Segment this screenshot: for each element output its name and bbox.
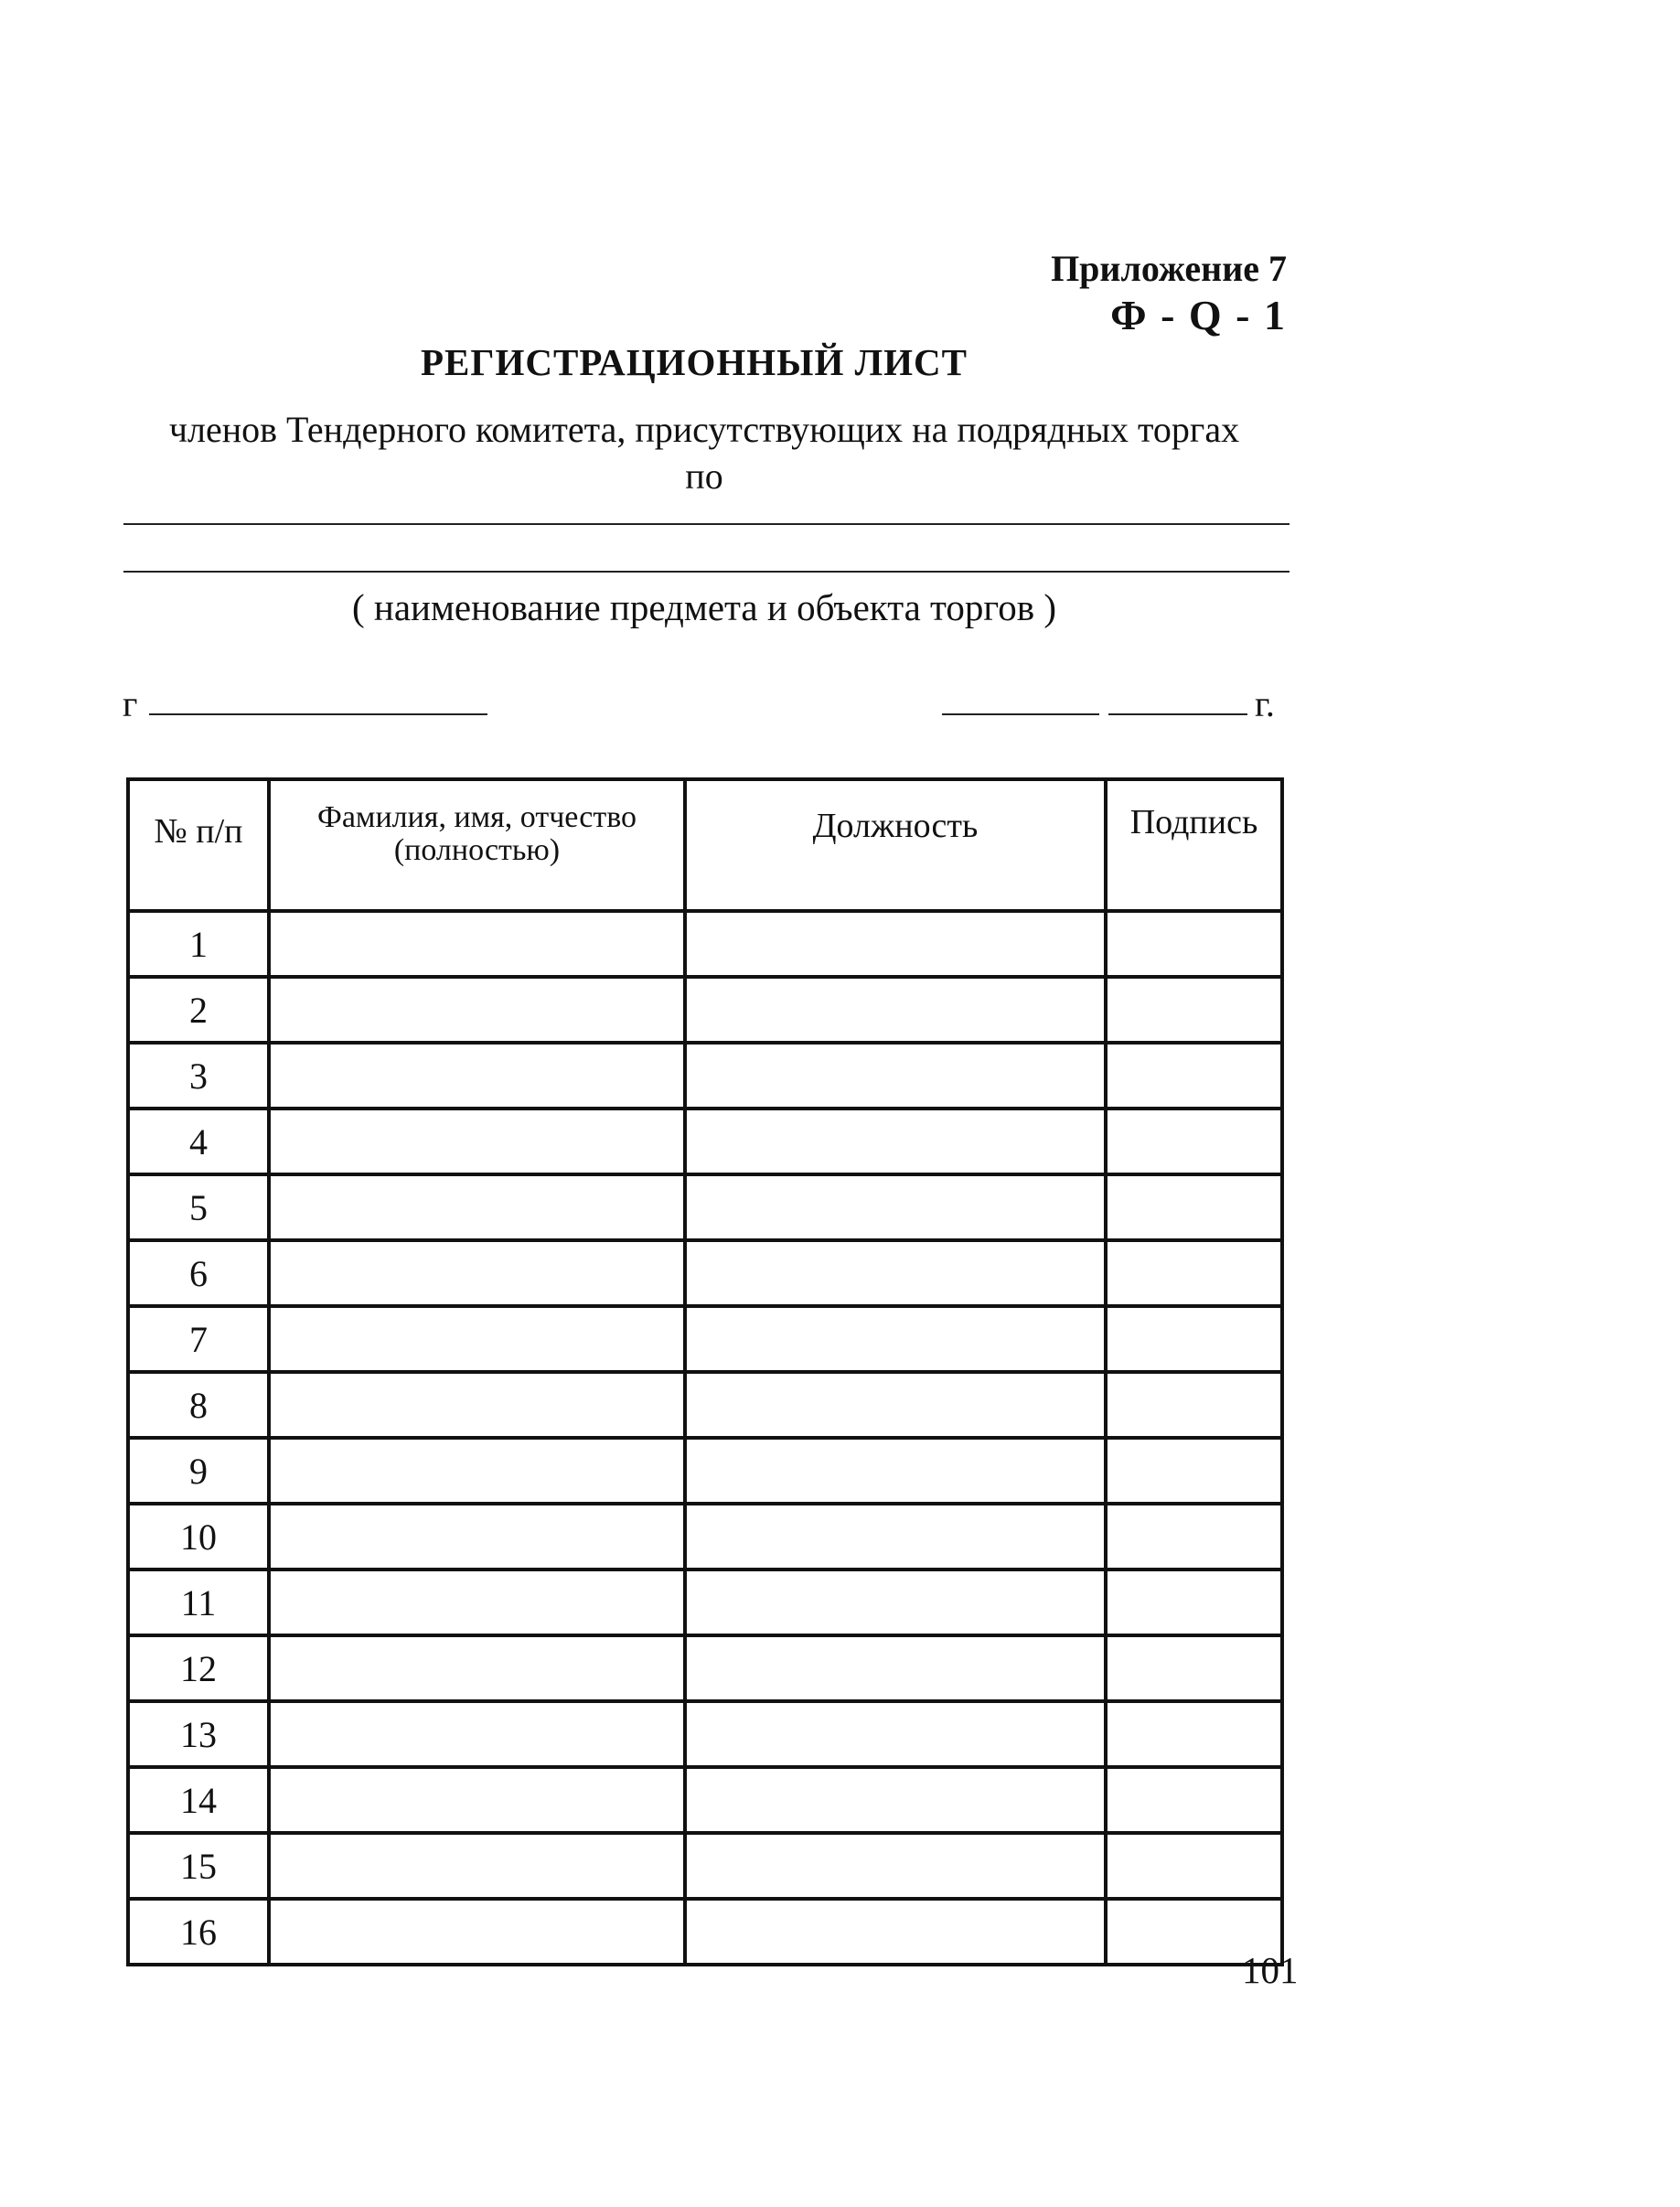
table-row <box>128 1109 1282 1174</box>
position-cell[interactable] <box>685 1701 1106 1767</box>
table-row <box>128 1570 1282 1635</box>
row-number: 6 <box>128 1240 269 1306</box>
position-cell[interactable] <box>685 1635 1106 1701</box>
row-number: 15 <box>128 1833 269 1899</box>
city-label: г <box>123 683 138 724</box>
signature-cell[interactable] <box>1106 1504 1282 1570</box>
position-cell[interactable] <box>685 911 1106 977</box>
column-header-full-name: Фамилия, имя, отчество (полностью) <box>269 779 685 911</box>
row-number: 5 <box>128 1174 269 1240</box>
table-row <box>128 911 1282 977</box>
row-number: 3 <box>128 1043 269 1109</box>
full-name-cell[interactable] <box>269 1109 685 1174</box>
full-name-cell[interactable] <box>269 1438 685 1504</box>
signature-cell[interactable] <box>1106 1767 1282 1833</box>
row-number: 4 <box>128 1109 269 1174</box>
row-number: 16 <box>128 1899 269 1965</box>
signature-cell[interactable] <box>1106 911 1282 977</box>
row-number: 7 <box>128 1306 269 1372</box>
signature-cell[interactable] <box>1106 1372 1282 1438</box>
full-name-cell[interactable] <box>269 1372 685 1438</box>
table-row <box>128 977 1282 1043</box>
position-cell[interactable] <box>685 1570 1106 1635</box>
table-row <box>128 1372 1282 1438</box>
signature-cell[interactable] <box>1106 1109 1282 1174</box>
full-name-cell[interactable] <box>269 1635 685 1701</box>
full-name-cell[interactable] <box>269 911 685 977</box>
page-number: 101 <box>1242 1949 1299 1991</box>
column-header-position: Должность <box>685 779 1106 911</box>
full-name-cell[interactable] <box>269 1767 685 1833</box>
full-name-cell[interactable] <box>269 1899 685 1965</box>
position-cell[interactable] <box>685 1504 1106 1570</box>
full-name-cell[interactable] <box>269 1043 685 1109</box>
position-cell[interactable] <box>685 1438 1106 1504</box>
signature-cell[interactable] <box>1106 1438 1282 1504</box>
document-subtitle: членов Тендерного комитета, присутствующих на подрядных торгах <box>168 409 1240 450</box>
row-number: 12 <box>128 1635 269 1701</box>
full-name-cell[interactable] <box>269 1240 685 1306</box>
table-row <box>128 1043 1282 1109</box>
signature-cell[interactable] <box>1106 1833 1282 1899</box>
full-name-cell[interactable] <box>269 1833 685 1899</box>
full-name-cell[interactable] <box>269 1306 685 1372</box>
table-row <box>128 1767 1282 1833</box>
full-name-cell[interactable] <box>269 1174 685 1240</box>
table-row <box>128 1504 1282 1570</box>
position-cell[interactable] <box>685 1899 1106 1965</box>
table-header-row <box>128 779 1282 911</box>
signature-cell[interactable] <box>1106 977 1282 1043</box>
city-fill-line <box>149 713 487 715</box>
row-number: 11 <box>128 1570 269 1635</box>
registration-table <box>126 777 1284 1966</box>
signature-cell[interactable] <box>1106 1240 1282 1306</box>
table-row <box>128 1899 1282 1965</box>
position-cell[interactable] <box>685 1240 1106 1306</box>
subtitle-po: по <box>685 455 723 497</box>
position-cell[interactable] <box>685 1372 1106 1438</box>
signature-cell[interactable] <box>1106 1306 1282 1372</box>
row-number: 13 <box>128 1701 269 1767</box>
table-row <box>128 1306 1282 1372</box>
appendix-label: Приложение 7 <box>1051 248 1287 289</box>
full-name-cell[interactable] <box>269 977 685 1043</box>
signature-cell[interactable] <box>1106 1570 1282 1635</box>
subject-caption: ( наименование предмета и объекта торгов ) <box>352 586 1056 628</box>
full-name-cell[interactable] <box>269 1701 685 1767</box>
form-code: Ф - Q - 1 <box>1110 292 1287 338</box>
signature-cell[interactable] <box>1106 1701 1282 1767</box>
table-row <box>128 1438 1282 1504</box>
document-title: РЕГИСТРАЦИОННЫЙ ЛИСТ <box>421 341 968 383</box>
table-row <box>128 1174 1282 1240</box>
subject-fill-line-1 <box>123 523 1289 525</box>
date-fill-line-day <box>942 713 1099 715</box>
position-cell[interactable] <box>685 1174 1106 1240</box>
row-number: 14 <box>128 1767 269 1833</box>
row-number: 8 <box>128 1372 269 1438</box>
position-cell[interactable] <box>685 1043 1106 1109</box>
column-header-signature: Подпись <box>1106 779 1282 911</box>
column-header-number: № п/п <box>128 779 269 911</box>
row-number: 9 <box>128 1438 269 1504</box>
position-cell[interactable] <box>685 977 1106 1043</box>
full-name-cell[interactable] <box>269 1504 685 1570</box>
signature-cell[interactable] <box>1106 1635 1282 1701</box>
table-row <box>128 1240 1282 1306</box>
date-fill-line-year <box>1108 713 1247 715</box>
table-row <box>128 1833 1282 1899</box>
signature-cell[interactable] <box>1106 1043 1282 1109</box>
position-cell[interactable] <box>685 1109 1106 1174</box>
table-row <box>128 1635 1282 1701</box>
signature-cell[interactable] <box>1106 1174 1282 1240</box>
row-number: 2 <box>128 977 269 1043</box>
year-label: г. <box>1255 683 1275 724</box>
row-number: 1 <box>128 911 269 977</box>
table-row <box>128 1701 1282 1767</box>
position-cell[interactable] <box>685 1833 1106 1899</box>
subject-fill-line-2 <box>123 571 1289 573</box>
full-name-cell[interactable] <box>269 1570 685 1635</box>
position-cell[interactable] <box>685 1767 1106 1833</box>
row-number: 10 <box>128 1504 269 1570</box>
position-cell[interactable] <box>685 1306 1106 1372</box>
